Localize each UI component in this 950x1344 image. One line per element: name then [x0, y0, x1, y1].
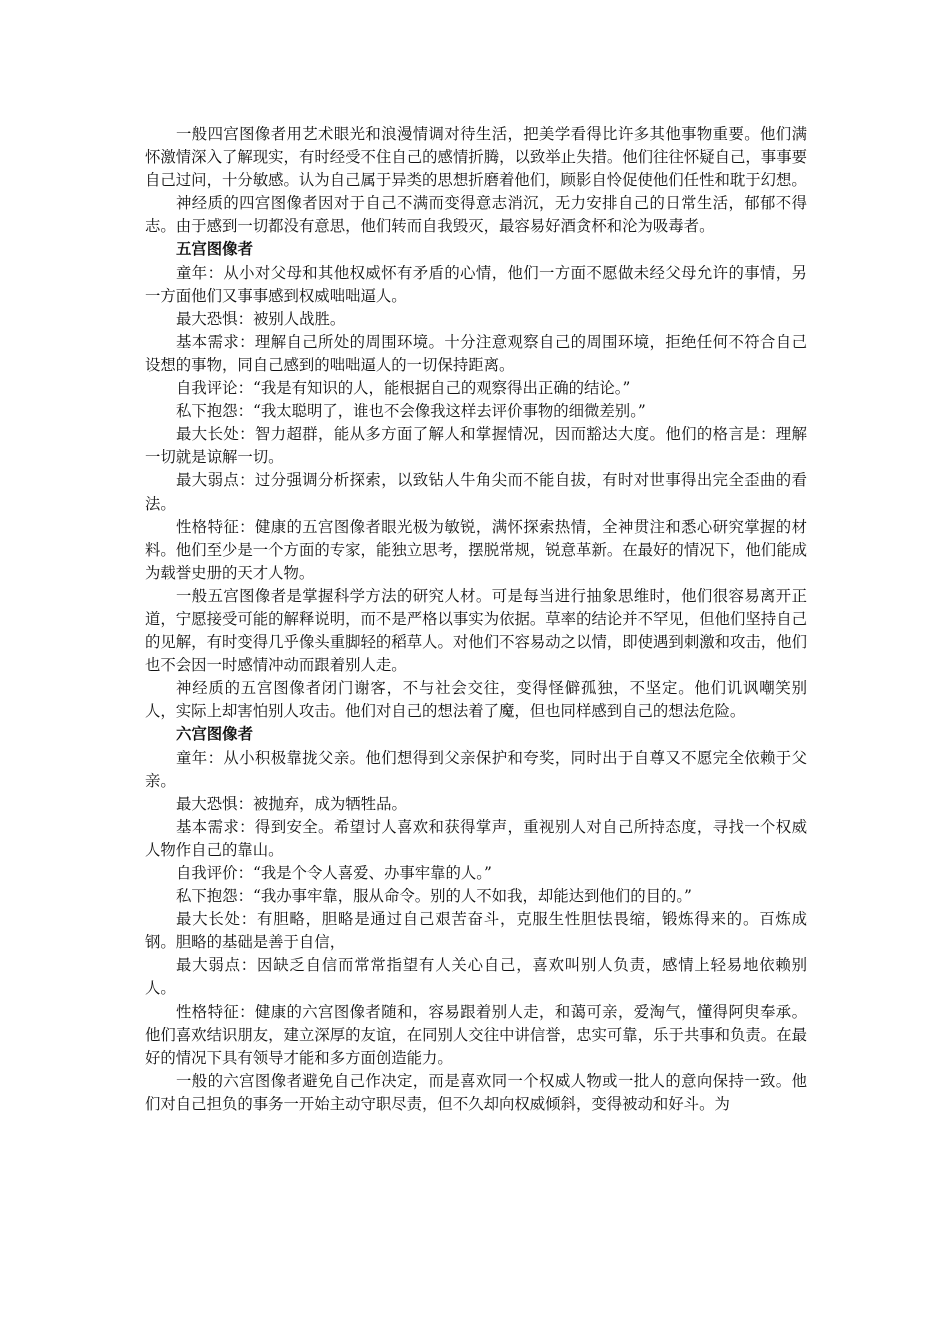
paragraph-type5-fear: 最大恐惧：被别人战胜。: [176, 309, 346, 328]
paragraph-type6-weakness: 最大弱点：因缺乏自信而常常指望有人关心自己，喜欢叫别人负责，感情上轻易地依赖别人。: [145, 956, 807, 998]
paragraph-type5-weakness: 最大弱点：过分强调分析探索，以致钻人牛角尖而不能自拔，有时对世事得出完全歪曲的看法。: [145, 471, 807, 513]
paragraph-type5-neurotic: 神经质的五宫图像者闭门谢客，不与社会交往，变得怪僻孤独，不坚定。他们讥讽嘲笑别人，实际上却害怕别人攻击。他们对自己的想法着了魔，但也同样感到自己的想法危险。: [145, 679, 807, 721]
document-page: [145, 123, 807, 1116]
paragraph-type5-need: 基本需求：理解自己所处的周围环境。十分注意观察自己的周围环境，拒绝任何不符合自己设想的事物，同自己感到的咄咄逼人的一切保持距离。: [145, 332, 807, 374]
paragraph-type4-neurotic: 神经质的四宫图像者因对于自己不满而变得意志消沉，无力安排自己的日常生活，郁郁不得志。由于感到一切都没有意思，他们转而自我毁灭，最容易好酒贪杯和沦为吸毒者。: [145, 194, 807, 236]
paragraph-type6-fear: 最大恐惧：被抛弃，成为牺牲品。: [176, 794, 407, 813]
paragraph-type4-average: 一般四宫图像者用艺术眼光和浪漫情调对待生活，把美学看得比许多其他事物重要。他们满怀激情深入了解现实，有时经受不住自己的感情折腾，以致举止失措。他们往往怀疑自己，事事要自己过问，十分敏感。认为自己属于异类的思想折磨着他们，顾影自怜促使他们任性和耽于幻想。: [145, 125, 807, 190]
paragraph-type6-traits: 性格特征：健康的六宫图像者随和，容易跟着别人走，和蔼可亲，爱淘气，懂得阿臾奉承。他们喜欢结识朋友，建立深厚的友谊，在同别人交往中讲信誉，忠实可靠，乐于共事和负责。在最好的情况下具有领导才能和多方面创造能力。: [145, 1002, 807, 1067]
paragraph-type6-complaint: 私下抱怨：“我办事牢靠，服从命令。别的人不如我，却能达到他们的目的。”: [176, 887, 692, 906]
section-heading-type6: 六宫图像者: [176, 725, 253, 744]
paragraph-type6-average: 一般的六宫图像者避免自己作决定，而是喜欢同一个权威人物或一批人的意向保持一致。他们对自己担负的事务一开始主动守职尽责，但不久却向权威倾斜，变得被动和好斗。为: [145, 1071, 807, 1113]
paragraph-type6-childhood: 童年：从小积极靠拢父亲。他们想得到父亲保护和夸奖，同时出于自尊又不愿完全依赖于父亲。: [145, 748, 807, 790]
paragraph-type5-average: 一般五宫图像者是掌握科学方法的研究人材。可是每当进行抽象思维时，他们很容易离开正道，宁愿接受可能的解释说明，而不是严格以事实为依据。草率的结论并不罕见，但他们坚持自己的见解，有时变得几乎像头重脚轻的稻草人。对他们不容易动之以情，即使遇到刺激和攻击，他们也不会因一时感情冲动而跟着别人走。: [145, 586, 807, 675]
paragraph-type6-self-evaluation: 自我评价：“我是个令人喜爱、办事牢靠的人。”: [176, 864, 492, 882]
paragraph-type5-childhood: 童年：从小对父母和其他权威怀有矛盾的心情，他们一方面不愿做未经父母允许的事情，另一方面他们又事事感到权威咄咄逼人。: [145, 263, 807, 305]
paragraph-type6-strength: 最大长处：有胆略，胆略是通过自己艰苦奋斗，克服生性胆怯畏缩，锻炼得来的。百炼成钢。胆略的基础是善于自信，: [145, 910, 807, 952]
paragraph-type5-strength: 最大长处：智力超群，能从多方面了解人和掌握情况，因而豁达大度。他们的格言是：理解一切就是谅解一切。: [145, 425, 807, 467]
paragraph-type5-complaint: 私下抱怨：“我太聪明了，谁也不会像我这样去评价事物的细微差别。”: [176, 402, 646, 421]
paragraph-type5-traits: 性格特征：健康的五宫图像者眼光极为敏锐，满怀探索热情，全神贯注和悉心研究掌握的材料。他们至少是一个方面的专家，能独立思考，摆脱常规，锐意革新。在最好的情况下，他们能成为载誉史册的天才人物。: [145, 517, 807, 582]
paragraph-type5-self-comment: 自我评论：“我是有知识的人，能根据自己的观察得出正确的结论。”: [176, 379, 631, 398]
paragraph-type6-need: 基本需求：得到安全。希望讨人喜欢和获得掌声，重视别人对自己所持态度，寻找一个权威人物作自己的靠山。: [145, 817, 807, 859]
section-heading-type5: 五宫图像者: [176, 240, 253, 259]
